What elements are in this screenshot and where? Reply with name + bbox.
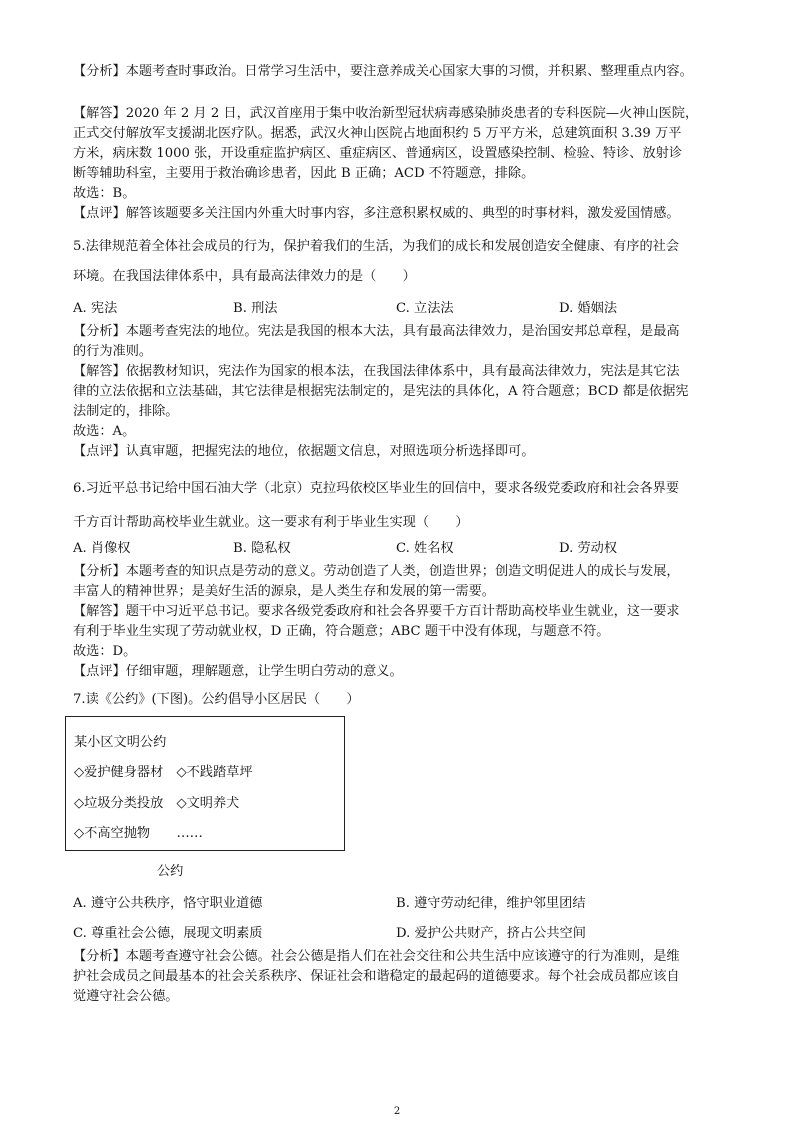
poster-item-row: ◇爱护健身器材 ◇不践踏草坪 [74,765,253,780]
q6-stem [73,472,723,540]
q6-choice: 故选：D。 [73,644,137,659]
q5-option-a[interactable]: A. 宪法 [73,301,118,316]
q5-stem-line: 5.法律规范着全体社会成员的行为，保护着我们的生活，为我们的成长和发展创造安全健康、有序的社会 [73,239,680,254]
q5-explanation [73,322,723,462]
q4-answer-line: 【解答】2020 年 2 月 2 日，武汉首座用于集中收治新型冠状病毒感染肺炎患者的专科医院—火神山医院， [73,106,699,121]
q5-stem [73,232,723,292]
q7-analysis-line: 【分析】本题考查遵守社会公德。社会公德是指人们在社会交往和公共生活中应该遵守的行为准则，是维 [73,949,680,964]
poster-caption: 公约 [157,864,184,879]
q5-answer-line: 法制定的，排除。 [73,404,179,419]
q5-analysis-line: 【分析】本题考查宪法的地位。宪法是我国的根本大法，具有最高法律效力，是治国安邦总章程，是最高 [73,324,680,339]
q7-options-row1 [73,892,723,912]
q6-analysis-line: 丰富人的精神世界；是美好生活的源泉，是人类生存和发展的第一需要。 [73,584,495,599]
poster-item-row: ◇不高空抛物 …… [74,826,203,841]
q7-option-d[interactable]: D. 爱护公共财产，挤占公共空间 [396,926,586,941]
q7-stem-text: 7.读《公约》(下图)。公约倡导小区居民（ ） [73,692,360,707]
q7-options-row2 [73,922,723,942]
q5-options [73,297,723,317]
q4-choice: 故选：B。 [73,186,136,201]
q4-answer [73,104,723,224]
q7-option-b[interactable]: B. 遵守劳动纪律，维护邻里团结 [396,896,586,911]
q4-comment: 【点评】解答该题要多关注国内外重大时事内容，多注意积累权威的、典型的时事材料，激发爱国情感。 [73,206,680,221]
q5-comment: 【点评】认真审题，把握宪法的地位，依据题文信息，对照选项分析选择即可。 [73,444,535,459]
q6-explanation [73,562,723,682]
q4-answer-line: 断等辅助科室，主要用于救治确诊患者，因此 B 正确；ACD 不符题意，排除。 [73,166,535,181]
civility-pact-poster [65,716,345,851]
q6-option-d[interactable]: D. 劳动权 [559,541,618,556]
q5-option-c[interactable]: C. 立法法 [396,301,454,316]
q4-analysis-text: 【分析】本题考查时事政治。日常学习生活中，要注意养成关心国家大事的习惯，并积累、整理重点内容。 [73,64,693,79]
q7-analysis [73,947,723,1007]
q6-option-c[interactable]: C. 姓名权 [396,541,454,556]
q7-stem [73,690,723,710]
q6-option-b[interactable]: B. 隐私权 [233,541,291,556]
q6-stem-line: 6.习近平总书记给中国石油大学（北京）克拉玛依校区毕业生的回信中，要求各级党委政府和社会各界要 [73,481,680,496]
q5-option-b[interactable]: B. 刑法 [233,301,278,316]
q4-answer-line: 正式交付解放军支援湖北医疗队。据悉，武汉火神山医院占地面积约 5 万平方米，总建筑面积 3.39 万平 [73,126,682,141]
q6-option-a[interactable]: A. 肖像权 [73,541,131,556]
poster-item-row: ◇垃圾分类投放 ◇文明养犬 [74,796,240,811]
q7-analysis-line: 觉遵守社会公德。 [73,989,179,1004]
page-number: 2 [393,1106,401,1117]
q7-analysis-line: 护社会成员之间最基本的社会关系秩序、保证社会和谐稳定的最起码的道德要求。每个社会成员都应该自 [73,969,680,984]
poster-title: 某小区文明公约 [74,735,167,750]
q6-stem-line: 千方百计帮助高校毕业生就业。这一要求有利于毕业生实现（ ） [73,515,469,530]
q4-answer-line: 方米，病床数 1000 张，开设重症监护病区、重症病区、普通病区，设置感染控制、检验、特诊、放射诊 [73,146,683,161]
q6-answer-line: 【解答】题干中习近平总书记。要求各级党委政府和社会各界要千方百计帮助高校毕业生就业，这一要求 [73,604,680,619]
q7-option-a[interactable]: A. 遵守公共秩序，恪守职业道德 [73,896,263,911]
q6-analysis-line: 【分析】本题考查的知识点是劳动的意义。劳动创造了人类，创造世界；创造文明促进人的成长与发展， [73,564,680,579]
q7-option-c[interactable]: C. 尊重社会公德，展现文明素质 [73,926,263,941]
q6-comment: 【点评】仔细审题，理解题意，让学生明白劳动的意义。 [73,664,403,679]
q5-option-d[interactable]: D. 婚姻法 [559,301,618,316]
q5-answer-line: 律的立法依据和立法基础，其它法律是根据宪法制定的，是宪法的具体化，A 符合题意；BCD 都是依据宪 [73,384,689,399]
q5-analysis-line: 的行为准则。 [73,344,153,359]
q6-options [73,537,723,557]
q5-stem-line: 环境。在我国法律体系中，具有最高法律效力的是（ ） [73,269,416,284]
q6-answer-line: 有利于毕业生实现了劳动就业权，D 正确，符合题意；ABC 题干中没有体现，与题意不符。 [73,624,610,639]
q5-choice: 故选：A。 [73,424,136,439]
q4-analysis [73,62,723,82]
q5-answer-line: 【解答】依据教材知识，宪法作为国家的根本法，在我国法律体系中，具有最高法律效力，宪法是其它法 [73,364,680,379]
